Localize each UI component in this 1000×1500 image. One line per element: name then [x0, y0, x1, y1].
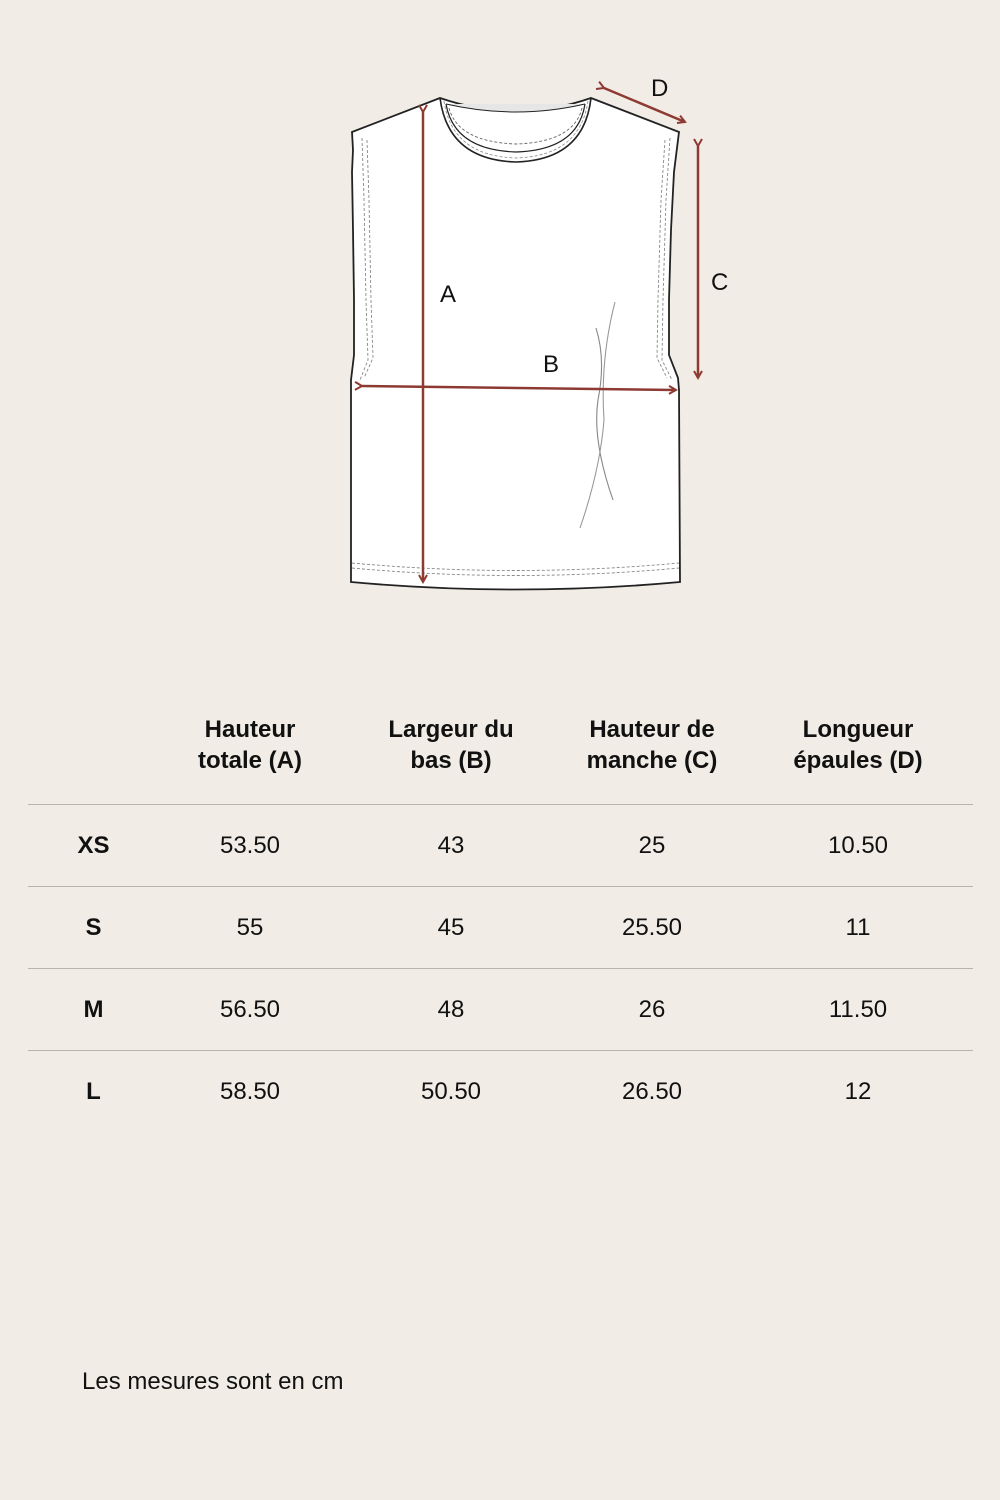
table-cell: 26.50 [621, 1078, 683, 1105]
table-cell: 48 [437, 995, 465, 1023]
table-cell: 43 [437, 831, 465, 859]
table-cell: 11 [845, 913, 871, 941]
table-cell: 58.50 [219, 1078, 281, 1105]
size-label: S [85, 913, 102, 941]
size-table [28, 700, 973, 1133]
table-cell: 10.50 [827, 831, 889, 859]
table-cell: 45 [437, 913, 465, 941]
tank-top-diagram [0, 0, 1000, 640]
size-label: M [83, 995, 104, 1023]
garment-outline [351, 98, 680, 590]
table-cell: 56.50 [219, 995, 281, 1023]
table-cell: 55 [236, 913, 264, 941]
table-cell: 53.50 [219, 831, 281, 859]
header-bottom-width: Largeur du bas (B) [388, 716, 514, 774]
units-note: Les mesures sont en cm [82, 1368, 344, 1395]
table-cell: 26 [638, 995, 666, 1023]
table-row [28, 887, 973, 969]
header-size [28, 700, 159, 804]
header-shoulder-length: Longueur épaules (D) [793, 716, 923, 774]
table-row [28, 969, 973, 1051]
table-cell: 50.50 [420, 1078, 482, 1105]
table-cell: 12 [844, 1078, 872, 1105]
header-sleeve-height: Hauteur de manche (C) [586, 716, 718, 774]
label-b: B [543, 351, 560, 378]
header-total-height: Hauteur totale (A) [198, 716, 302, 774]
size-label: L [86, 1078, 101, 1105]
table-row [28, 805, 973, 887]
table-header-row [28, 700, 973, 805]
table-row [28, 1051, 973, 1133]
table-cell: 25.50 [621, 913, 683, 941]
label-d: D [651, 75, 669, 102]
label-a: A [440, 281, 457, 308]
table-cell: 11.50 [828, 995, 888, 1023]
size-label: XS [77, 831, 110, 859]
table-cell: 25 [638, 831, 666, 859]
label-c: C [711, 269, 729, 296]
